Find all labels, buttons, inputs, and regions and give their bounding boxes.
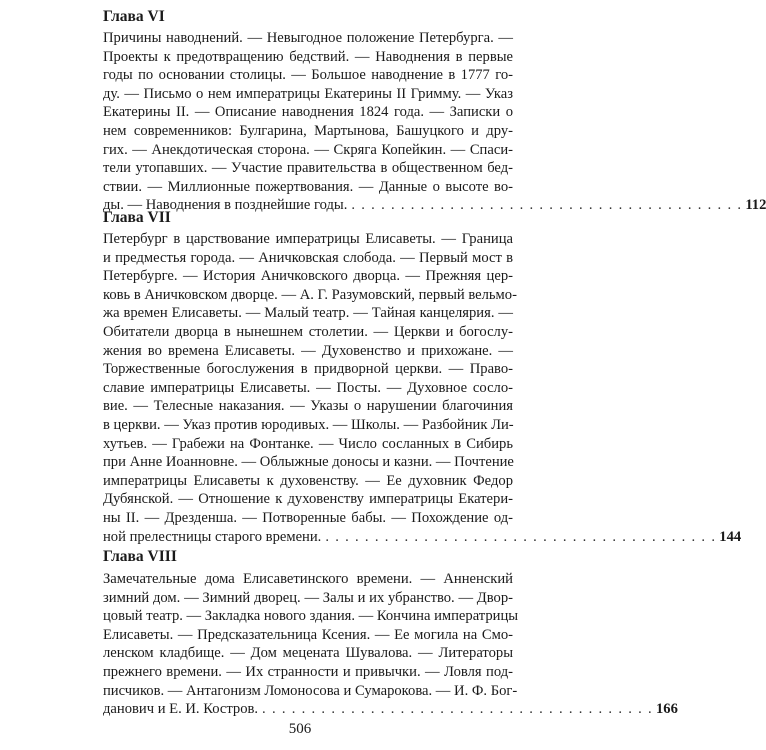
summary-last-line <box>103 700 678 719</box>
summary-line: жения во времена Елисаветы. — Духовенство и прихожане. — <box>103 342 513 359</box>
summary-line: ствии. — Миллионные пожертвования. — Данные о высоте во- <box>103 178 513 195</box>
summary-line: данович и Е. И. Костров. <box>103 701 259 718</box>
page-number: 506 <box>288 721 312 737</box>
summary-line: Петербурге. — История Аничковского дворца. — Прежняя цер- <box>103 268 513 285</box>
chapter-8-title: Глава VIII <box>103 548 177 565</box>
chapter-6-summary <box>103 29 766 215</box>
chapter-7-summary <box>103 230 742 546</box>
summary-line: Причины наводнений. — Невыгодное положение Петербурга. — <box>103 30 513 46</box>
summary-line: жа времен Елисаветы. — Малый театр. — Тайная канцелярия. — <box>103 305 513 322</box>
summary-line: тели утопавших. — Участие правительства в общественном бед- <box>103 160 513 177</box>
dot-leader: . . . . . . . . . . . . . . . . . . . . . . . . . . . . . . . . . . . . . . . . <box>262 701 653 718</box>
summary-line: ковь в Аничковском дворце. — А. Г. Разумовский, первый вельмо- <box>103 286 517 303</box>
summary-line: ной прелестницы старого времени. <box>103 528 322 545</box>
chapter-6-page-number: 112 <box>745 197 766 214</box>
summary-line: ны II. — Дрезденша. — Потворенные бабы. — Похождение од- <box>103 509 513 526</box>
summary-line: в церкви. — Указ против юродивых. — Школы. — Разбойник Ли- <box>103 416 514 433</box>
summary-line: ду. — Письмо о нем императрицы Екатерины II Гримму. — Указ <box>103 85 513 102</box>
dot-leader: . . . . . . . . . . . . . . . . . . . . . . . . . . . . . . . . . . . . . . . . <box>351 197 743 214</box>
summary-line: Дубянской. — Отношение к духовенству императрицы Екатери- <box>103 491 513 508</box>
summary-line: прежнего времени. — Их странности и привычки. — Ловля под- <box>103 663 513 680</box>
summary-line: писчиков. — Антагонизм Ломоносова и Сумарокова. — И. Ф. Бог- <box>103 682 518 699</box>
summary-line: Торжественные богослужения в придворной церкви. — Право- <box>103 361 513 378</box>
summary-line: Елисаветы. — Предсказательница Ксения. — Ее могила на Смо- <box>103 626 513 643</box>
chapter-8-page-number: 166 <box>655 701 678 718</box>
summary-line: годы по основании столицы. — Большое наводнение в 1777 го- <box>103 67 513 84</box>
summary-line: Проекты к предотвращению бедствий. — Наводнения в первые <box>103 48 513 65</box>
chapter-8-summary <box>103 570 678 719</box>
summary-line: императрицы Елисаветы к духовенству. — Ее духовник Федор <box>103 472 513 489</box>
dot-leader: . . . . . . . . . . . . . . . . . . . . . . . . . . . . . . . . . . . . . . . . <box>325 528 717 545</box>
summary-line: славие императрицы Елисаветы. — Посты. — Духовное сосло- <box>103 379 513 396</box>
summary-line: ды. — Наводнения в позднейшие годы. <box>103 197 348 214</box>
summary-line: зимний дом. — Зимний дворец. — Залы и их убранство. — Двор- <box>103 589 513 606</box>
chapter-7-page-number: 144 <box>719 528 742 545</box>
summary-line: Екатерины II. — Описание наводнения 1824 года. — Записки о <box>103 104 513 121</box>
summary-line: гих. — Анекдотическая сторона. — Скряга Копейкин. — Спаси- <box>103 141 513 158</box>
summary-line: и предместья города. — Аничковская слобода. — Первый мост в <box>103 249 513 266</box>
summary-line: цовый театр. — Закладка нового здания. — Кончина императрицы <box>103 608 519 625</box>
summary-line: нем современников: Булгарина, Мартынова, Башуцкого и дру- <box>103 122 513 139</box>
chapter-6-title: Глава VI <box>103 8 165 25</box>
summary-line: вие. — Телесные наказания. — Указы о нарушении благочиния <box>103 398 513 415</box>
summary-line: хутьев. — Грабежи на Фонтанке. — Число сосланных в Сибирь <box>103 435 513 452</box>
chapter-7-title: Глава VII <box>103 209 171 226</box>
summary-line: Замечательные дома Елисаветинского времени. — Анненский <box>103 571 513 587</box>
summary-line: Петербург в царствование императрицы Елисаветы. — Граница <box>103 231 513 247</box>
summary-line: Обитатели дворца в нынешнем столетии. — Церкви и богослу- <box>103 323 513 340</box>
summary-line: при Анне Иоанновне. — Облыжные доносы и казни. — Почтение <box>103 454 514 471</box>
summary-line: ленском кладбище. — Дом мецената Шувалова. — Литераторы <box>103 645 513 662</box>
summary-last-line <box>103 528 742 547</box>
